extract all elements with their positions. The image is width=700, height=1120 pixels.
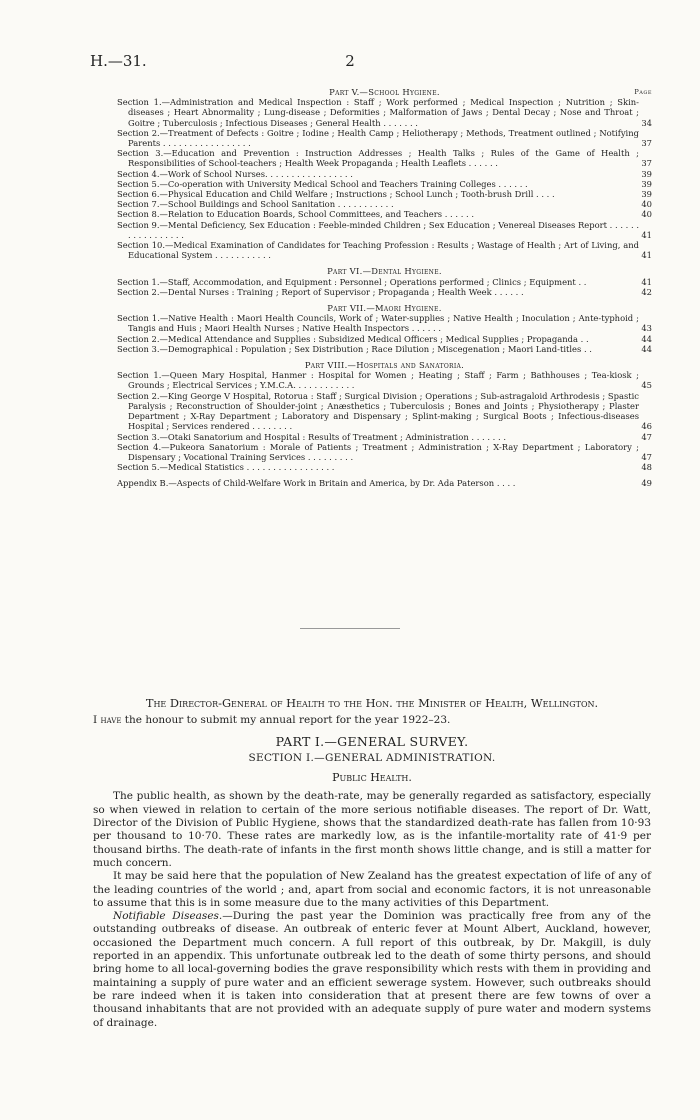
paragraph-notifiable: [93, 910, 651, 1030]
toc-entry: [117, 220, 652, 240]
toc-parts: [117, 87, 652, 472]
toc-entry-page: 40: [641, 209, 652, 220]
table-of-contents: [117, 87, 652, 489]
toc-entry: [117, 189, 652, 199]
paragraph-1: The public health, as shown by the death-rate, may be generally regarded as satisfactory, especially so when viewed in relation to certain of the more serious notifiable diseases. The report of Dr. Watt, Director of the Division of Public Hygiene, shows that the standardized death-rate has fallen from 10·93 per thousand to 10·70. These rates are markedly low, as is the infantile-mortality rate of 41·9 per thousand births. The death-rate of infants in the first month shows little change, and is still a matter for much concern.: [93, 790, 651, 869]
address-text: The Director-General of Health to the Hon. the Minister of Health, Wellington.: [145, 696, 599, 710]
toc-entry-page: 37: [641, 138, 652, 149]
toc-entry-text: Section 3.—Otaki Sanatorium and Hospital : Results of Treatment ; Administration . . . . . . .: [117, 431, 506, 442]
toc-entry: [117, 432, 652, 442]
toc-entry-page: 41: [641, 276, 652, 287]
toc-entry-text: Section 1.—Staff, Accommodation, and Equipment : Personnel ; Operations performed ; Clinics ; Equipment . .: [117, 276, 587, 287]
toc-entry-text: Section 5.—Co-operation with University Medical School and Teachers Training Colleges . . . . . .: [117, 178, 528, 189]
toc-entry-text: Section 5.—Medical Statistics . . . . . . . . . . . . . . . . .: [117, 462, 335, 473]
toc-entry: [117, 97, 652, 128]
report-body: [93, 697, 651, 1030]
toc-part: [117, 303, 652, 354]
toc-entry-text: Section 8.—Relation to Education Boards, School Committees, and Teachers . . . . . .: [117, 209, 475, 220]
toc-part-title: Part V.—School Hygiene.: [329, 87, 440, 97]
notifiable-text: —During the past year the Dominion was practically free from any of the outstanding outbreaks of disease. An outbreak of enteric fever at Mount Albert, Auckland, however, occasioned the Department much concern. A full report of this outbreak, by Dr. Makgill, is duly reported in an appendix. This unfortunate outbreak led to the death of some thirty persons, and should bring home to all local-governing bodies the grave responsibility which rests with them in providing and maintaining a supply of pure water and an efficient sewerage system. However, such outbreaks should be rare indeed when it is taken into consideration that at present there are few towns of over a thousand inhabitants that are not provided with an adequate supply of pure water and modern systems of drainage.: [93, 910, 651, 1029]
toc-entry-page: 40: [641, 199, 652, 210]
toc-entry-page: 45: [641, 380, 652, 391]
salutation-rest: the honour to submit my annual report for the year 1922–23.: [121, 714, 451, 727]
toc-entry: [117, 240, 652, 260]
toc-entry-page: 39: [641, 178, 652, 189]
toc-entry: [117, 179, 652, 189]
subheading: Public Health.: [332, 771, 412, 785]
toc-entry-text: Section 6.—Physical Education and Child Welfare ; Instructions ; School Lunch ; Tooth-brush Drill . . . .: [117, 189, 555, 200]
toc-entry-page: 34: [641, 117, 652, 128]
page-column-label: Page: [634, 88, 652, 96]
page-number: 2: [345, 52, 355, 70]
salutation: [93, 714, 651, 727]
toc-entry: [117, 442, 652, 462]
toc-entry-text: Section 1.—Administration and Medical Inspection : Staff ; Work performed ; Medical Inspection ; Nutrition ; Skin-diseases ; Heart Abnormality ; Lung-disease ; Deformities ; Malformation of Jaws ; Dental Decay ; Nose and Throat ; Goitre ; Tuberculosis ; Infectious Diseases ; General Health . . . . . . .: [117, 97, 639, 128]
toc-entry-text: Section 4.—Work of School Nurses. . . . . . . . . . . . . . . . .: [117, 168, 353, 179]
toc-entry-page: 44: [641, 343, 652, 354]
toc-entry: [117, 128, 652, 148]
page-header: [90, 52, 610, 72]
toc-part-title: Part VI.—Dental Hygiene.: [327, 266, 442, 277]
toc-entry-page: 47: [641, 451, 652, 462]
toc-entry: [117, 169, 652, 179]
toc-entry-page: 46: [641, 421, 652, 432]
salutation-cap: I have: [93, 714, 122, 727]
toc-part-title: Part VII.—Maori Hygiene.: [327, 303, 442, 314]
toc-entry-page: 44: [641, 333, 652, 344]
appendix-page: 49: [641, 478, 652, 489]
toc-entry: [117, 334, 652, 344]
toc-entry-page: 39: [641, 168, 652, 179]
toc-entry: [117, 148, 652, 168]
toc-part-title: Part VIII.—Hospitals and Sanatoria.: [304, 360, 465, 371]
toc-entry-page: 41: [641, 229, 652, 240]
toc-entry-text: Section 2.—Medical Attendance and Supplies : Subsidized Medical Officers ; Medical Supplies ; Propaganda . .: [117, 333, 589, 344]
toc-entry: [117, 209, 652, 219]
toc-entry-text: Section 9.—Mental Deficiency, Sex Education : Feeble-minded Children ; Sex Education ; Venereal Diseases Report . . . . . . . . . . . . . . . . .: [117, 219, 639, 240]
toc-entry-page: 39: [641, 189, 652, 200]
toc-entry: [117, 462, 652, 472]
toc-part: [117, 360, 652, 472]
toc-entry-text: Section 3.—Demographical : Population ; Sex Distribution ; Race Dilution ; Miscegenation ; Maori Land-titles . .: [117, 343, 592, 354]
toc-entry-page: 41: [641, 250, 652, 261]
toc-entry-text: Section 2.—Treatment of Defects : Goitre ; Iodine ; Health Camp ; Heliotherapy ; Methods, Treatment outlined ; Notifying Parents . . . . . . . . . . . . . . . . .: [117, 127, 639, 149]
appendix-text: Appendix B.—Aspects of Child-Welfare Work in Britain and America, by Dr. Ada Paterson . . . .: [117, 478, 516, 489]
toc-entry-text: Section 4.—Pukeora Sanatorium : Morale of Patients ; Treatment ; Administration ; X-Ray Department ; Laboratory ; Dispensary ; Vocational Training Services . . . . . . . . .: [117, 441, 639, 462]
toc-entry-text: Section 7.—School Buildings and School Sanitation . . . . . . . . . . .: [117, 199, 394, 210]
paragraph-2: It may be said here that the population of New Zealand has the greatest expectation of life of any of the leading countries of the world ; and, apart from social and economic factors, it is not unreasonable to assume that this is in some measure due to the many activities of this Department.: [93, 870, 651, 909]
toc-entry-page: 42: [641, 286, 652, 297]
toc-entry-page: 43: [641, 323, 652, 334]
toc-entry: [117, 199, 652, 209]
toc-entry-text: Section 10.—Medical Examination of Candidates for Teaching Profession : Results ; Wastage of Health ; Art of Living, and Educational System . . . . . . . . . . .: [117, 240, 639, 261]
toc-entry: [117, 277, 652, 287]
document-code: H.—31.: [90, 52, 147, 70]
toc-entry-text: Section 2.—King George V Hospital, Rotorua : Staff ; Surgical Division ; Operations ; Sub-astragaloid Arthrodesis ; Spastic Paralysis ; Reconstruction of Shoulder-joint ; Anæsthetics ; Tuberculosis ; Bones and Joints ; Physiotherapy ; Plaster Department ; X-Ray Department ; Laboratory and Dispensary ; Splint-making ; Surgical Boots ; Infectious-diseases Hospital ; Services rendered . . . . . . . .: [117, 390, 639, 432]
toc-entry-text: Section 3.—Education and Prevention : Instruction Addresses ; Health Talks ; Rules of the Game of Health ; Responsibilities of School-teachers ; Health Week Propaganda ; Health Leaflets . . . . . .: [117, 148, 639, 169]
toc-appendix: [117, 478, 652, 488]
toc-entry: [117, 391, 652, 432]
divider-rule: [300, 628, 400, 629]
section-heading: SECTION I.—GENERAL ADMINISTRATION.: [248, 751, 496, 764]
part-heading: PART I.—GENERAL SURVEY.: [275, 733, 469, 749]
toc-part: [117, 87, 652, 260]
toc-entry: [117, 313, 652, 333]
toc-entry: [117, 370, 652, 390]
toc-entry: [117, 344, 652, 354]
address-line: [93, 697, 651, 710]
toc-entry-page: 37: [641, 158, 652, 169]
toc-entry-text: Section 1.—Native Health : Maori Health Councils, Work of ; Water-supplies ; Native Health ; Inoculation ; Ante-typhoid ; Tangis and Huis ; Maori Health Nurses ; Native Health Inspectors . . . . . .: [117, 313, 639, 334]
toc-entry-page: 47: [641, 431, 652, 442]
toc-entry-text: Section 2.—Dental Nurses : Training ; Report of Supervisor ; Propaganda ; Health Week . . . . . .: [117, 286, 524, 297]
notifiable-label: Notifiable Diseases.: [113, 910, 223, 923]
toc-entry: [117, 287, 652, 297]
toc-entry-page: 48: [641, 462, 652, 473]
toc-part: [117, 266, 652, 297]
toc-entry-text: Section 1.—Queen Mary Hospital, Hanmer : Hospital for Women ; Heating ; Staff ; Farm ; Bathhouses ; Tea-kiosk ; Grounds ; Electrical Services ; Y.M.C.A. . . . . . . . . . . .: [117, 370, 639, 391]
